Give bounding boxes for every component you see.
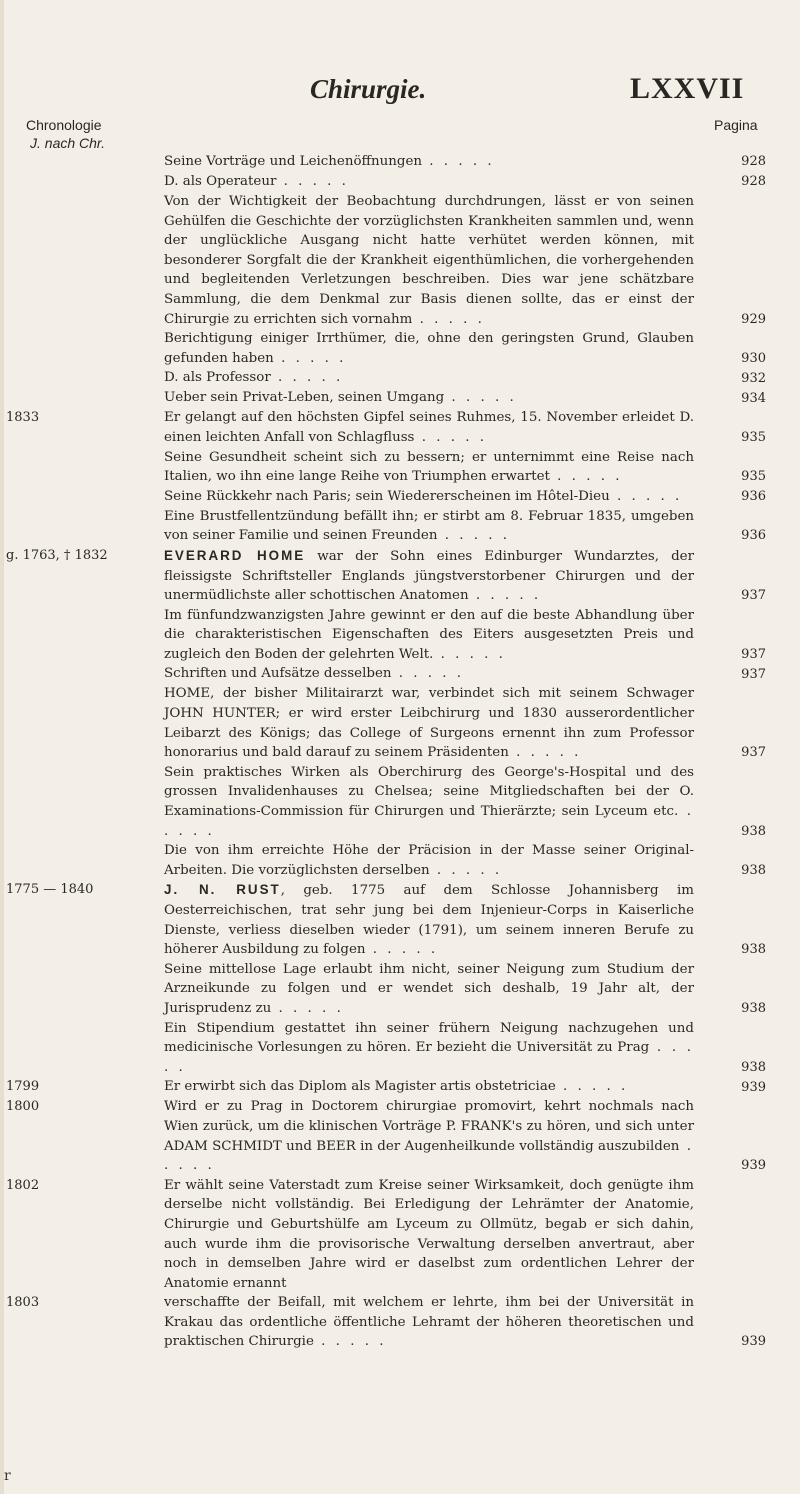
- dot-leader: . . . . .: [422, 154, 495, 169]
- dot-leader: . . . . .: [270, 370, 344, 386]
- entry-text: [164, 880, 694, 959]
- dot-leader: . . . . .: [609, 488, 683, 504]
- toc-entry: [0, 546, 800, 606]
- page-number: LXXVII: [630, 72, 745, 105]
- entry-page: 939: [741, 1158, 766, 1174]
- entry-description: Berichtigung einiger Irrthümer, die, ohne den geringsten Grund, Glauben gefunden haben: [164, 331, 694, 366]
- dot-leader: . . . . .: [508, 745, 582, 761]
- dot-leader: . . . . .: [412, 311, 485, 327]
- toc-entry: [0, 448, 800, 487]
- toc-entry: [0, 329, 800, 368]
- dot-leader: . . . . .: [429, 862, 503, 878]
- dot-leader: . . . . .: [164, 1040, 694, 1075]
- dot-leader: . . . . .: [276, 174, 349, 189]
- toc-entry: [0, 388, 800, 408]
- entry-page: 937: [741, 646, 766, 662]
- entry-text: [164, 329, 694, 368]
- entry-description: Er gelangt auf den höchsten Gipfel seines Ruhmes, 15. November erleidet D. einen leichten Anfall von Schlagfluss: [164, 410, 694, 445]
- entry-text: [164, 487, 694, 507]
- toc-entries: [0, 152, 800, 1352]
- margin-fragment: r: [4, 1468, 11, 1484]
- dot-leader: . . . . .: [414, 429, 488, 445]
- column-labels: [0, 117, 800, 157]
- dot-leader: . . . . .: [164, 804, 695, 839]
- entry-text: [164, 408, 694, 447]
- entry-description: Wird er zu Prag in Doctorem chirurgiae promovirt, kehrt nochmals nach Wien zurück, um die klinischen Vorträge P. FRANK's zu hören, und sich unter ADAM SCHMIDT und BEER in der Augenheilkunde vollständig auszubilden: [164, 1099, 694, 1154]
- entry-page: 938: [741, 1059, 766, 1075]
- pagina-label: Pagina: [714, 117, 758, 133]
- toc-entry: [0, 960, 800, 1019]
- entry-text: [164, 388, 694, 408]
- toc-entry: [0, 684, 800, 762]
- toc-entry: [0, 763, 800, 841]
- dot-leader: . . . . .: [271, 1000, 344, 1016]
- toc-entry: [0, 606, 800, 665]
- entry-page: 935: [741, 469, 766, 485]
- entry-text: [164, 152, 694, 172]
- entry-year: 1802: [6, 1177, 40, 1193]
- toc-entry: [0, 192, 800, 329]
- toc-entry: [0, 1077, 800, 1097]
- dot-leader: . . . . .: [391, 666, 465, 682]
- entry-page: 937: [741, 588, 766, 604]
- entry-text: [164, 664, 694, 684]
- entry-page: 937: [741, 745, 766, 761]
- entry-description: Seine Rückkehr nach Paris; sein Wiedererscheinen im Hôtel-Dieu: [164, 488, 610, 504]
- entry-page: 936: [741, 528, 766, 544]
- entry-page: 938: [741, 1000, 766, 1016]
- toc-entry: [0, 1176, 800, 1294]
- entry-page: 938: [741, 862, 766, 878]
- entry-page: 932: [741, 370, 766, 386]
- toc-entry: [0, 152, 800, 172]
- entry-text: [164, 684, 694, 762]
- entry-text: [164, 1176, 694, 1294]
- entry-year: 1803: [6, 1295, 40, 1311]
- toc-entry: [0, 368, 800, 388]
- entry-description: D. als Operateur: [164, 174, 277, 189]
- entry-person-name: EVERARD HOME: [164, 547, 306, 563]
- entry-text: [164, 1077, 694, 1097]
- toc-entry: [0, 172, 800, 192]
- dot-leader: . . . . .: [444, 390, 517, 406]
- entry-year: 1800: [6, 1099, 40, 1115]
- dot-leader: . . . . .: [468, 588, 542, 604]
- dot-leader: . . . . .: [433, 646, 506, 662]
- toc-entry: [0, 408, 800, 447]
- entry-description: Seine Gesundheit scheint sich zu bessern; er unternimmt eine Reise nach Italien, wo ihn eine lange Reihe von Triumphen erwartet: [164, 449, 694, 485]
- entry-description: , geb. 1775 auf dem Schlosse Johannisberg im Oesterreichischen, trat sehr jung bei dem Injenieur-Corps in Kaiserliche Dienste, verliess dieselben wieder (1791), um seinem inneren Berufe zu höherer Ausbildung zu folgen: [164, 883, 694, 958]
- entry-year: 1833: [6, 410, 40, 426]
- toc-entry: [0, 841, 800, 880]
- entry-description: verschaffte der Beifall, mit welchem er lehrte, ihm bei der Universität in Krakau das ordentliche öffentliche Lehramt der höheren theoretischen und praktischen Chirurgie: [164, 1295, 694, 1350]
- entry-description: Er wählt seine Vaterstadt zum Kreise seiner Wirksamkeit, doch genügte ihm derselbe nicht vollständig. Bei Erledigung der Lehrämter der Anatomie, Chirurgie und Geburtshülfe am Lyceum zu Ollmütz, begab er sich dahin, auch wurde ihm die provisorische Verwaltung derselben anvertraut, aber noch in demselben Jahre wird er daselbst zum ordentlichen Lehrer der Anatomie ernannt: [164, 1177, 694, 1291]
- entry-page: 930: [741, 350, 766, 366]
- dot-leader: . . . . .: [273, 350, 347, 366]
- entry-page: 934: [741, 390, 766, 406]
- entry-page: 928: [741, 174, 766, 190]
- entry-text: [164, 546, 694, 606]
- entry-year: 1775 — 1840: [6, 882, 94, 898]
- dot-leader: . . . . .: [437, 528, 511, 544]
- chronology-label: Chronologie: [26, 117, 102, 133]
- toc-entry: [0, 1097, 800, 1175]
- entry-description: Eine Brustfellentzündung befällt ihn; er stirbt am 8. Februar 1835, umgeben von seiner Familie und seinen Freunden: [164, 508, 694, 544]
- entry-description: Er erwirbt sich das Diplom als Magister artis obstetriciae: [164, 1079, 556, 1095]
- entry-page: 939: [741, 1079, 766, 1095]
- entry-description: Die von ihm erreichte Höhe der Präcision in der Masse seiner Original-Arbeiten. Die vorzüglichsten derselben: [164, 843, 694, 878]
- entry-description: Seine mittellose Lage erlaubt ihm nicht, seiner Neigung zum Studium der Arzneikunde zu folgen und er wendet sich deshalb, 19 Jahr alt, der Jurisprudenz zu: [164, 961, 694, 1016]
- running-header: [0, 70, 800, 110]
- toc-entry: [0, 507, 800, 546]
- entry-description: Seine Vorträge und Leichenöffnungen: [164, 154, 423, 169]
- running-title: Chirurgie.: [310, 74, 427, 104]
- entry-description: war der Sohn eines Edinburger Wundarztes, der fleissigste Schriftsteller Englands jüngstverstorbener Chirurgen und der unermüdlichste aller schottischen Anatomen: [164, 548, 694, 604]
- entry-text: [164, 606, 694, 665]
- entry-page: 936: [741, 489, 766, 505]
- toc-entry: [0, 1293, 800, 1352]
- entry-year: g. 1763, † 1832: [6, 547, 108, 563]
- entry-page: 928: [741, 154, 766, 170]
- entry-text: [164, 763, 694, 841]
- entry-description: Von der Wichtigkeit der Beobachtung durchdrungen, lässt er von seinen Gehülfen die Geschichte der vorzüglichsten Krankheiten sammlen und, wenn der unglückliche Ausgang nicht hatte verhütet werden können, mit besonderer Sorgfalt die der Krankheit eigenthümlichen, die vorhergehenden und begleitenden Verletzungen beschreiben. Dies war jene schätzbare Sammlung, die dem Denkmal zur Basis dienen sollte, das er einst der Chirurgie zu errichten sich vornahm: [164, 194, 694, 327]
- entry-text: [164, 960, 694, 1019]
- entry-text: [164, 172, 694, 192]
- dot-leader: . . . . .: [555, 1079, 629, 1095]
- entry-description: Ein Stipendium gestattet ihn seiner frühern Neigung nachzugehen und medicinische Vorlesungen zu hören. Er bezieht die Universität zu Prag: [164, 1020, 694, 1056]
- toc-entry: [0, 880, 800, 959]
- dot-leader: . . . . .: [313, 1334, 387, 1350]
- entry-description: Im fünfundzwanzigsten Jahre gewinnt er den auf die beste Abhandlung über die charakteristischen Eigenschaften des Eiters ausgesetzten Preis und zugleich den Boden der gelehrten Welt.: [164, 607, 694, 662]
- entry-text: [164, 507, 694, 546]
- entry-page: 938: [741, 942, 766, 958]
- entry-page: 938: [741, 823, 766, 839]
- dot-leader: . . . . .: [164, 1138, 695, 1174]
- dot-leader: . . . . .: [549, 469, 623, 485]
- toc-entry: [0, 487, 800, 507]
- toc-entry: [0, 664, 800, 684]
- dot-leader: . . . . .: [365, 942, 439, 958]
- entry-text: [164, 192, 694, 329]
- entry-description: D. als Professor: [164, 370, 271, 386]
- entry-page: 935: [741, 429, 766, 445]
- entry-page: 939: [741, 1334, 766, 1350]
- entry-text: [164, 368, 694, 388]
- year-label: J. nach Chr.: [30, 135, 105, 151]
- entry-text: [164, 1019, 694, 1078]
- entry-page: 929: [741, 311, 766, 327]
- entry-description: Ueber sein Privat-Leben, seinen Umgang: [164, 390, 445, 406]
- entry-description: Schriften und Aufsätze desselben: [164, 666, 392, 682]
- entry-text: [164, 448, 694, 487]
- toc-entry: [0, 1019, 800, 1078]
- entry-text: [164, 1097, 694, 1175]
- entry-text: [164, 1293, 694, 1352]
- entry-year: 1799: [6, 1079, 40, 1095]
- entry-description: HOME, der bisher Militairarzt war, verbindet sich mit seinem Schwager JOHN HUNTER; er wird erster Leibchirurg und 1830 ausserordentlicher Leibarzt des Königs; das College of Surgeons ernennt ihn zum Professor honorarius und bald darauf zu seinem Präsidenten: [164, 686, 694, 761]
- entry-text: [164, 841, 694, 880]
- entry-description: Sein praktisches Wirken als Oberchirurg des George's-Hospital und des grossen Invalidenhauses zu Chelsea; seine Mitgliedschaften bei der O. Examinations-Commission für Chirurgen und Thierärzte; sein Lyceum etc.: [164, 764, 694, 820]
- entry-person-name: J. N. RUST: [164, 882, 281, 898]
- entry-page: 937: [741, 666, 766, 682]
